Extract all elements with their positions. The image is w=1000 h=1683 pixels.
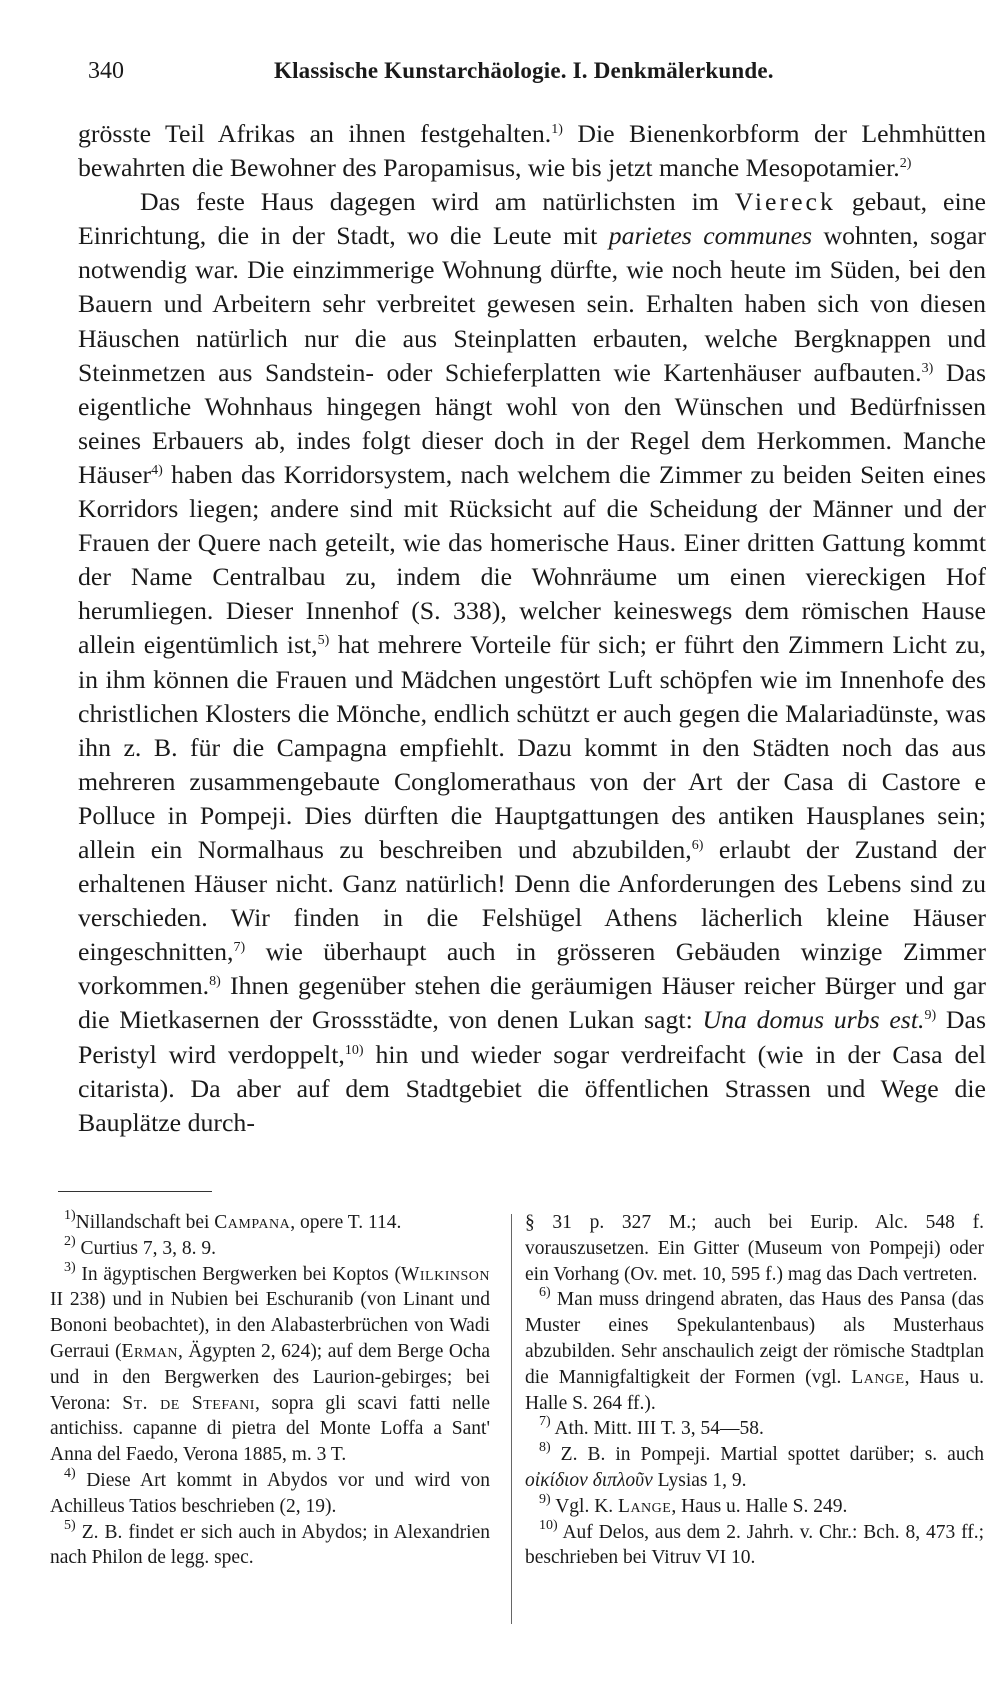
footnote-ref-9: 9): [924, 1008, 937, 1024]
footnote-ref-7: 7): [233, 940, 246, 956]
spaced-term: Viereck: [734, 187, 836, 217]
footnote-rule: [58, 1191, 212, 1192]
footnote-ref-6: 6): [691, 837, 704, 853]
footnote-2: $^{2)}$ Curtius 7, 3, 8. 9.: [64, 1233, 216, 1259]
footnote-ref-8: 8): [209, 974, 221, 990]
footnote-4: $^{4)}$ Diese Art kommt in Abydos vor und wird von Achilleus Tatios beschrieben (2, 19).: [50, 1465, 490, 1517]
footnotes-right-column: [525, 1210, 984, 1571]
footnotes: [50, 1210, 984, 1640]
main-text: [78, 117, 986, 1140]
footnote-ref-5: 5): [317, 633, 330, 649]
footnote-ref-4: 4): [151, 462, 163, 478]
footnote-9: $^{9)}$ Vgl. K. Lange, Haus u. Halle S. 249.: [539, 1491, 848, 1517]
footnote-5-continued: § 31 p. 327 M.; auch bei Eurip. Alc. 548 f. vorauszusetzen. Ein Gitter (Museum von Pompeji) oder ein Vorhang (Ov. met. 10, 595 f.) mag das Dach vertreten.: [525, 1212, 984, 1285]
footnote-10: $^{10)}$ Auf Delos, aus dem 2. Jahrh. v. Chr.: Bch. 8, 473 ff.; beschrieben bei Vitruv VI 10.: [525, 1517, 984, 1569]
footnote-ref-3: 3): [921, 360, 934, 376]
footnote-3: $^{3)}$ In ägyptischen Bergwerken bei Koptos (Wilkinson II 238) und in Nubien bei Eschuranib (von Linant und Bononi beobachtet), in den Alabasterbrüchen von Wadi Gerraui (Erman, Ägypten 2, 624); auf dem Berge Ocha und in den Bergwerken des Laurion-gebirges; bei Verona: St. de Stefani, sopra gli scavi fatti nelle antichiss. capanne di pietra del Monte Loffa a Sant' Anna del Faedo, Verona 1885, m. 3 T.: [50, 1259, 491, 1466]
italic-term: parietes communes: [608, 221, 813, 251]
footnotes-left-column: [50, 1210, 490, 1571]
paragraph-1: grösste Teil Afrikas an ihnen festgehalten.$^{1)}$ Die Bienenkorbform der Lehmhütten bewahrten die Bewohner des Paropamisus, wie bis jetzt manche Mesopotamier.$^{2)}$: [78, 119, 986, 183]
paragraph-2: Das feste Haus dagegen wird am natürlichsten im Viereck gebaut, eine Einrichtung, die in der Stadt, wo die Leute mit parietes communes wohnten, sogar notwendig war. Die einzimmerige Wohnung dürfte, wie noch heute im Süden, bei den Bauern und Arbeitern sehr verbreitet gewesen sein. Erhalten haben sich von diesen Häuschen natürlich nur die aus Steinplatten erbauten, welche Bergknappen und Steinmetzen aus Sandstein- oder Schieferplatten wie Kartenhäuser aufbauten.$^{3)}$ Das eigentliche Wohnhaus hingegen hängt wohl von den Wünschen und Bedürfnissen seines Erbauers ab, indes folgt dieser doch in der Regel dem Herkommen. Manche Häuser$^{4)}$ haben das Korridorsystem, nach welchem die Zimmer zu beiden Seiten eines Korridors liegen; andere sind mit Rücksicht auf die Scheidung der Männer und der Frauen der Quere nach geteilt, wie das homerische Haus. Einer dritten Gattung kommt der Name Centralbau zu, indem die Wohnräume um einen viereckigen Hof herumliegen. Dieser Innenhof (S. 338), welcher keineswegs dem römischen Hause allein eigentümlich ist,$^{5)}$ hat mehrere Vorteile für sich; er führt den Zimmern Licht zu, in ihm können die Frauen und Mädchen ungestört Luft schöpfen wie im Innenhofe des christlichen Klosters die Mönche, endlich schützt er auch gegen die Malariadünste, was ihn z. B. für die Campagna empfiehlt. Dazu kommt in den Städten noch das aus mehreren zusammengebaute Conglomerathaus von der Art der Casa di Castore e Polluce in Pompeji. Dies dürften die Hauptgattungen des antiken Hausplanes sein; allein ein Normalhaus zu beschreiben und abzubilden,$^{6)}$ erlaubt der Zustand der erhaltenen Häuser nicht. Ganz natürlich! Denn die Anforderungen des Lebens sind zu verschieden. Wir finden in die Felshügel Athens lächerlich kleine Häuser eingeschnitten,$^{7)}$ wie überhaupt auch in grösseren Gebäuden winzige Zimmer vorkommen.$^{8)}$ Ihnen gegenüber stehen die geräumigen Häuser reicher Bürger und gar die Mietkasernen der Grossstädte, von denen Lukan sagt: Una domus urbs est.$^{9)}$ Das Peristyl wird verdoppelt,$^{10)}$ hin und wieder sogar verdreifacht (wie in der Casa del citarista). Da aber auf dem Stadtgebiet die öffentlichen Strassen und Wege die Bauplätze durch-: [78, 187, 987, 1137]
footnote-ref-10: 10): [344, 1042, 364, 1058]
footnote-ref-2: 2): [899, 156, 912, 172]
footnote-6: $^{6)}$ Man muss dringend abraten, das Haus des Pansa (das Muster eines Spekulantenbaus) als Musterhaus abzubilden. Sehr anschaulich zeigt der römische Stadtplan die Mannigfaltigkeit der Formen (vgl. Lange, Haus u. Halle S. 264 ff.).: [525, 1285, 984, 1414]
running-head: Klassische Kunstarchäologie. I. Denkmälerkunde.: [274, 58, 774, 83]
footnote-8: $^{8)}$ Z. B. in Pompeji. Martial spottet darüber; s. auch οἰκίδιον διπλοῦν Lysias 1, 9.: [525, 1440, 984, 1491]
footnote-5: $^{5)}$ Z. B. findet er sich auch in Abydos; in Alexandrien nach Philon de legg. spec.: [50, 1517, 490, 1569]
column-divider: [511, 1214, 512, 1624]
footnote-ref-1: 1): [551, 122, 563, 137]
italic-quote: Una domus urbs est.: [702, 1005, 925, 1035]
footnote-1: $^{1)}$Nillandschaft bei Campana, opere T. 114.: [64, 1208, 402, 1233]
footnote-7: $^{7)}$ Ath. Mitt. III T. 3, 54—58.: [539, 1414, 764, 1440]
page-number: 340: [88, 58, 124, 84]
